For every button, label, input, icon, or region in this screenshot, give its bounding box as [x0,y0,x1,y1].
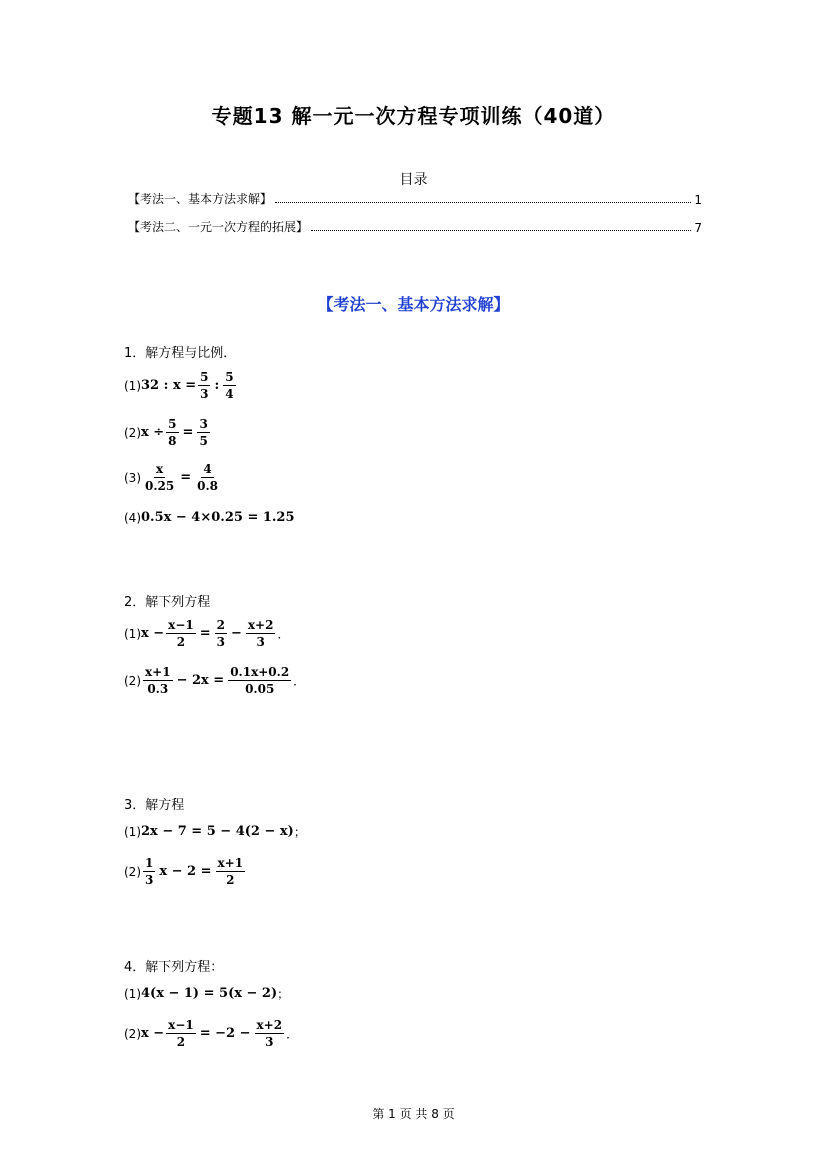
fraction: $\frac{x-1}{2}$ [168,618,194,649]
part-label: (3) [124,470,141,485]
question-2-part-1 [124,618,289,649]
toc-entry-label: 【考法二、一元一次方程的拓展】 [128,220,309,234]
equation: 4(x − 1) = 5(x − 2) [141,986,278,1001]
equals-sign: = −2 − [199,1026,251,1041]
part-label: (1) [124,986,141,1001]
question-1-part-1 [124,370,238,401]
part-label: (4) [124,510,141,525]
part-label: (2) [124,673,141,688]
toc-leader-dots [311,229,691,231]
equation-lead: x − [141,1026,165,1041]
punctuation: ． [277,627,290,641]
toc-leader-dots [275,201,691,203]
fraction: $\frac{x+2}{3}$ [247,618,274,649]
toc-entry-label: 【考法一、基本方法求解】 [128,192,273,206]
equation-lead: x − [141,626,165,641]
fraction: $\frac{0.1x+0.2}{0.05}$ [230,665,290,696]
question-1-part-3 [124,462,222,493]
toc-entry-page: 1 [694,193,702,207]
question-4-part-1 [124,985,289,1002]
part-label: (1) [124,824,141,839]
question-4-stem: 4．解下列方程： [124,960,224,975]
equation-lead: x ÷ [141,425,165,440]
punctuation: ． [293,674,306,688]
equation-middle: x − 2 = [159,864,212,879]
equals-sign: = [199,626,211,641]
question-3-stem: 3．解方程 [124,798,185,813]
question-2-part-2 [124,665,305,696]
equals-sign: = [182,425,194,440]
question-1-stem: 1．解方程与比例． [124,346,237,361]
fraction: $\frac{x+1}{0.3}$ [145,665,171,696]
question-1-part-2 [124,417,212,448]
equals-sign: = [180,470,192,485]
question-3-part-2 [124,856,247,887]
part-label: (1) [124,626,141,641]
fraction: $\frac{x+2}{3}$ [256,1018,283,1049]
equation-lead: 32 : x = [141,378,197,393]
fraction: $\frac{x}{0.25}$ [145,462,175,493]
page-title: 专题13 解一元一次方程专项训练（40道） [211,104,616,128]
fraction: $\frac{x+1}{2}$ [217,856,244,887]
equation: 2x − 7 = 5 − 4(2 − x) [141,824,294,839]
toc-heading: 目录 [399,172,428,188]
toc-entry-page: 7 [694,221,702,235]
page-footer: 第 1 页 共 8 页 [372,1107,455,1121]
fraction: $\frac{1}{3}$ [145,856,154,887]
question-2-stem: 2．解下列方程 [124,595,211,610]
toc-entry-1[interactable] [128,190,702,207]
ratio-sign: : [214,378,220,393]
fraction: $\frac{2}{3}$ [216,618,225,649]
fraction: $\frac{5}{4}$ [225,370,234,401]
fraction: $\frac{4}{0.8}$ [197,462,219,493]
equation-middle: − 2x = [176,673,225,688]
part-label: (1) [124,378,141,393]
minus-sign: − [231,626,242,641]
part-label: (2) [124,864,141,879]
part-label: (2) [124,1026,141,1041]
toc-entry-2[interactable] [128,218,702,235]
part-label: (2) [124,425,141,440]
question-1-part-4 [124,510,295,525]
section-heading: 【考法一、基本方法求解】 [317,295,510,314]
question-3-part-1 [124,823,306,840]
fraction: $\frac{3}{5}$ [199,417,208,448]
fraction: $\frac{5}{3}$ [200,370,209,401]
equation: 0.5x − 4×0.25 = 1.25 [141,510,295,525]
punctuation: ； [277,987,290,1001]
punctuation: ； [293,825,306,839]
question-4-part-2 [124,1018,298,1049]
fraction: $\frac{5}{8}$ [168,417,177,448]
fraction: $\frac{x-1}{2}$ [168,1018,194,1049]
punctuation: ． [286,1027,299,1041]
